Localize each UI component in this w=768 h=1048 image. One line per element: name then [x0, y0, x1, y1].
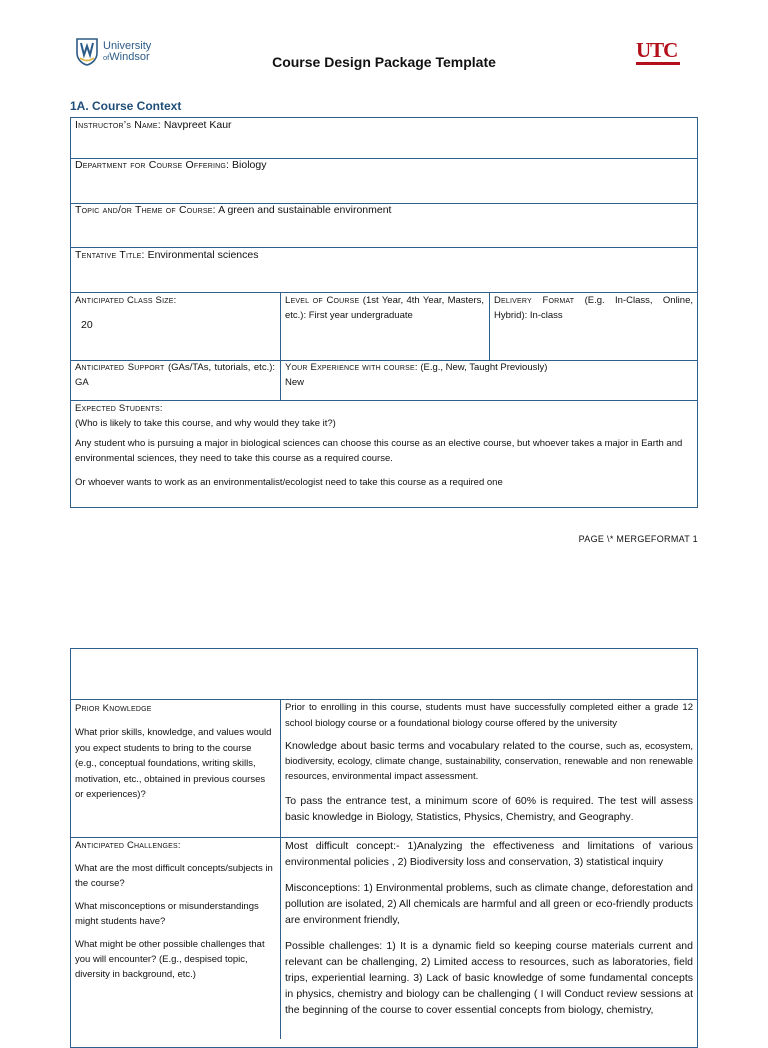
challenges-question-3: What might be other possible challenges that you will encounter? (E.g., despised topic, diversity in background, etc.) [75, 939, 265, 980]
challenges-question-1: What are the most difficult concepts/subjects in the course? [75, 863, 273, 889]
support-label: Anticipated Support [75, 362, 165, 373]
experience-text: (E.g., New, Taught Previously) [420, 362, 548, 373]
column-divider [280, 699, 281, 1039]
column-divider [280, 292, 281, 401]
department-label: Department for Course Offering: [75, 159, 230, 171]
challenges-answer [285, 838, 693, 1018]
prior-knowledge-paragraph-3: To pass the entrance test, a minimum score of 60% is required. The test will assess basic knowledge in Biology, Statistics, Physics, Chemistry, and Geography. [285, 795, 693, 823]
prior-knowledge-label: Prior Knowledge [75, 703, 152, 714]
department-value: Biology [232, 159, 267, 171]
prior-knowledge-question: What prior skills, knowledge, and values would you expect students to bring to the course (e.g., conceptual foundations, writing skills, motivation, etc., obtained in previous courses or experiences)? [75, 727, 272, 800]
support-text: (GAs/TAs, tutorials, etc.): GA [75, 362, 276, 388]
tentative-title-label: Tentative Title: [75, 249, 145, 261]
logo-line-university: University [103, 40, 152, 52]
experience-label: Your Experience with course: [285, 362, 418, 373]
class-size-value: 20 [81, 319, 93, 331]
course-level-text: (1st Year, 4th Year, Masters, etc.): First year undergraduate [285, 295, 485, 321]
delivery-format-label: Delivery Format [494, 295, 575, 306]
course-level-cell [285, 293, 484, 323]
instructor-cell [75, 118, 690, 133]
utc-logo-text: UTC [636, 38, 678, 62]
prior-knowledge-answer [285, 700, 693, 826]
prior-knowledge-paragraph-2-lead: Knowledge about basic terms and vocabulary related to the course [285, 740, 601, 752]
tentative-title-cell [75, 248, 690, 263]
expected-students-paragraph-1: Any student who is pursuing a major in biological sciences can choose this course as an elective course, but whoever takes a major in Earth and environmental sciences, they need to take this course as a required course. [75, 438, 683, 464]
challenges-cell [75, 838, 275, 982]
experience-cell [285, 360, 693, 390]
delivery-format-cell [494, 293, 693, 323]
logo-line-windsor: Windsor [109, 51, 150, 63]
challenges-question-2: What misconceptions or misunderstandings might students have? [75, 901, 259, 927]
challenges-label: Anticipated Challenges: [75, 840, 181, 851]
expected-students-question: (Who is likely to take this course, and why would they take it?) [75, 418, 336, 429]
class-size-label: Anticipated Class Size: [75, 295, 177, 306]
logo-line-of: of [103, 53, 110, 62]
topic-cell [75, 203, 690, 218]
course-level-label: Level of Course [285, 295, 360, 306]
challenges-answer-2: Misconceptions: 1) Environmental problems, such as climate change, deforestation and pollution are isolated, 2) All chemicals are harmful and all green or eco-friendly products are environment friendly, [285, 882, 693, 926]
challenges-answer-1: Most difficult concept:- 1)Analyzing the effectiveness and limitations of various environmental policies , 2) Biodiversity loss and conservation, 3) statistical inquiry [285, 840, 693, 868]
utc-logo [636, 40, 682, 66]
expected-students-cell [75, 401, 695, 490]
experience-value: New [285, 377, 305, 388]
utc-logo-bar [636, 62, 680, 65]
class-size-cell [75, 293, 275, 333]
expected-students-paragraph-2: Or whoever wants to work as an environmentalist/ecologist need to take this course as a required one [75, 477, 503, 488]
section-heading: 1A. Course Context [70, 99, 182, 113]
prior-knowledge-paragraph-2-rest: , such as, ecosystem, biodiversity, ecology, climate change, sustainability, conservation, renewable and non renewable resources, environmental impact assessment. [285, 741, 693, 782]
column-divider [489, 292, 490, 361]
challenges-answer-3: Possible challenges: 1) It is a dynamic field so keeping course materials current and relevant can be challenging, 2) Limited access to resources, such as laboratories, field trips, experiential learning. 3) Lack of basic knowledge of some fundamental concepts in physics, chemistry and biology can be challenging ( I will Conduct review sessions at the beginning of the course to cover essential concepts from biology, chemistry, [285, 940, 693, 1016]
delivery-format-text: (E.g. In-Class, Online, Hybrid): In-class [494, 295, 693, 321]
support-cell [75, 360, 275, 390]
expected-students-label: Expected Students: [75, 403, 163, 414]
document-title: Course Design Package Template [272, 54, 496, 70]
prior-knowledge-cell [75, 701, 275, 803]
prior-knowledge-paragraph-2 [285, 739, 693, 784]
tentative-title-value: Environmental sciences [147, 249, 259, 261]
instructor-label: Instructor’s Name: [75, 119, 161, 131]
topic-label: Topic and/or Theme of Course: [75, 204, 216, 216]
instructor-value: Navpreet Kaur [163, 119, 232, 131]
topic-value: A green and sustainable environment [218, 204, 392, 216]
page-number-field: PAGE \* MERGEFORMAT 1 [578, 534, 698, 544]
prior-knowledge-paragraph-1: Prior to enrolling in this course, students must have successfully completed either a grade 12 school biology course or a foundational biology course offered by the university [285, 702, 693, 729]
department-cell [75, 158, 690, 173]
